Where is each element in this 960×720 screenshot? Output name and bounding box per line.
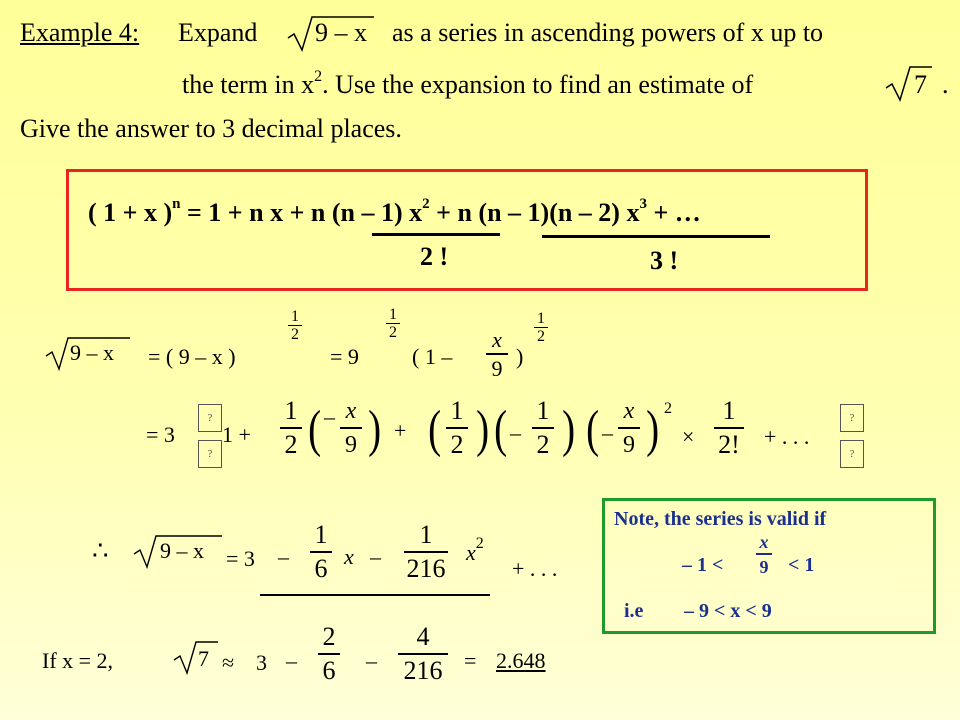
step1-exp-half-2: 1 2 (386, 306, 400, 341)
final-if: If x = 2, (42, 648, 114, 673)
step3-frac-2: 1 216 (404, 520, 448, 584)
final-root7: 7 (198, 646, 209, 671)
step2-paren-l4: ( (586, 401, 600, 458)
final-frac-2: 4 216 (398, 622, 448, 686)
formula-part-a: ( 1 + x ) (88, 198, 173, 227)
step2-frac-3: 1 2 (532, 396, 554, 460)
note-right: < 1 (788, 554, 815, 576)
step2-x-over-9: x 9 (340, 396, 362, 460)
step3-underline (260, 594, 490, 596)
step1-exp-half-1: 1 2 (288, 308, 302, 343)
step2-frac-2: 1 2 (446, 396, 468, 460)
step2-plus: + (394, 418, 407, 443)
formula-exp-2: 2 (422, 196, 430, 212)
final-minus-2: – (366, 648, 377, 673)
step1-x-over-9: x 9 (486, 328, 508, 382)
title-line1-rest: as a series in ascending powers of x up to (392, 18, 824, 47)
step2-paren-l1: ( (308, 401, 322, 458)
step2-paren-l3: ( (494, 401, 508, 458)
note-left: – 1 < (682, 554, 724, 576)
binomial-formula (88, 198, 701, 228)
expand-word: Expand (178, 18, 258, 47)
formula-exp-n: n (172, 196, 181, 212)
step3-minus-2: – (370, 544, 381, 569)
formula-part-b: = 1 + n x + n (n – 1) x (180, 198, 423, 227)
step3-radicand: 9 – x (160, 538, 204, 563)
formula-den-1: 2 ! (420, 242, 449, 271)
title-line2-a: the term in x (182, 70, 315, 99)
step1-paren-close: ) (516, 344, 524, 369)
step1-eq1: = ( 9 – x ) (148, 344, 236, 369)
final-three: 3 (256, 650, 267, 675)
step3-exp-2: 2 (475, 535, 484, 552)
sqrt-symbol-final (172, 640, 220, 676)
final-result: 2.648 (496, 648, 546, 673)
step2-times: × (682, 424, 695, 449)
example-label: Example 4: (20, 18, 140, 47)
step2-paren-r3: ) (562, 401, 576, 458)
step2-paren-l2: ( (428, 401, 442, 458)
title-period: . (942, 70, 949, 99)
missing-glyph-2: ? (198, 440, 222, 468)
final-approx: ≈ (222, 650, 235, 675)
step1-radicand: 9 – x (70, 340, 114, 365)
binomial-formula-box (66, 169, 868, 291)
formula-bar-2 (542, 235, 770, 238)
step2-paren-r2: ) (476, 401, 490, 458)
final-frac-1: 2 6 (318, 622, 340, 686)
step2-minus-3: – (602, 420, 613, 445)
step2-frac-1: 1 2 (280, 396, 302, 460)
formula-den-2: 3 ! (650, 246, 679, 275)
formula-part-d: + … (646, 198, 701, 227)
missing-glyph-1: ? (198, 404, 222, 432)
step2-square: 2 (664, 400, 672, 417)
step3-dots: + . . . (512, 556, 558, 581)
step2-paren-r1: ) (368, 401, 382, 458)
step2-frac-4: 1 2! (714, 396, 744, 460)
step3-x: x (344, 544, 354, 569)
note-ie: i.e (624, 600, 644, 622)
step3-minus-1: – (278, 544, 289, 569)
missing-glyph-3: ? (840, 404, 864, 432)
step2-x-over-9-b: x 9 (618, 396, 640, 460)
title-exp: 2 (314, 68, 323, 85)
step1-exp-half-3: 1 2 (534, 310, 548, 345)
note-x-over-9: x 9 (756, 532, 772, 578)
note-range: – 9 < x < 9 (684, 600, 772, 622)
step3-frac-1: 1 6 (310, 520, 332, 584)
therefore-symbol: ∴ (92, 536, 109, 565)
title-line2-b: . Use the expansion to find an estimate of (322, 70, 754, 99)
step2-minus-2: – (510, 420, 521, 445)
step1-paren-open: ( 1 – (412, 344, 453, 369)
formula-bar-1 (372, 233, 500, 236)
note-title: Note, the series is valid if (614, 508, 827, 530)
title-radicand: 9 – x (315, 18, 367, 47)
step2-eq: = 3 (146, 422, 175, 447)
missing-glyph-4: ? (840, 440, 864, 468)
step1-eq2: = 9 (330, 344, 359, 369)
step2-one-plus: 1 + (222, 422, 251, 447)
step2-minus-1: – (324, 404, 335, 429)
title-line3: Give the answer to 3 decimal places. (20, 114, 402, 143)
step2-dots: + . . . (764, 424, 810, 449)
final-minus-1: – (286, 648, 297, 673)
step2-paren-r4: ) (646, 401, 660, 458)
final-eq: = (464, 648, 477, 673)
title-root7: 7 (914, 70, 927, 99)
step3-eq: = 3 (226, 546, 255, 571)
formula-exp-3: 3 (639, 196, 647, 212)
formula-part-c: + n (n – 1)(n – 2) x (429, 198, 640, 227)
step3-x2: x (466, 540, 476, 565)
